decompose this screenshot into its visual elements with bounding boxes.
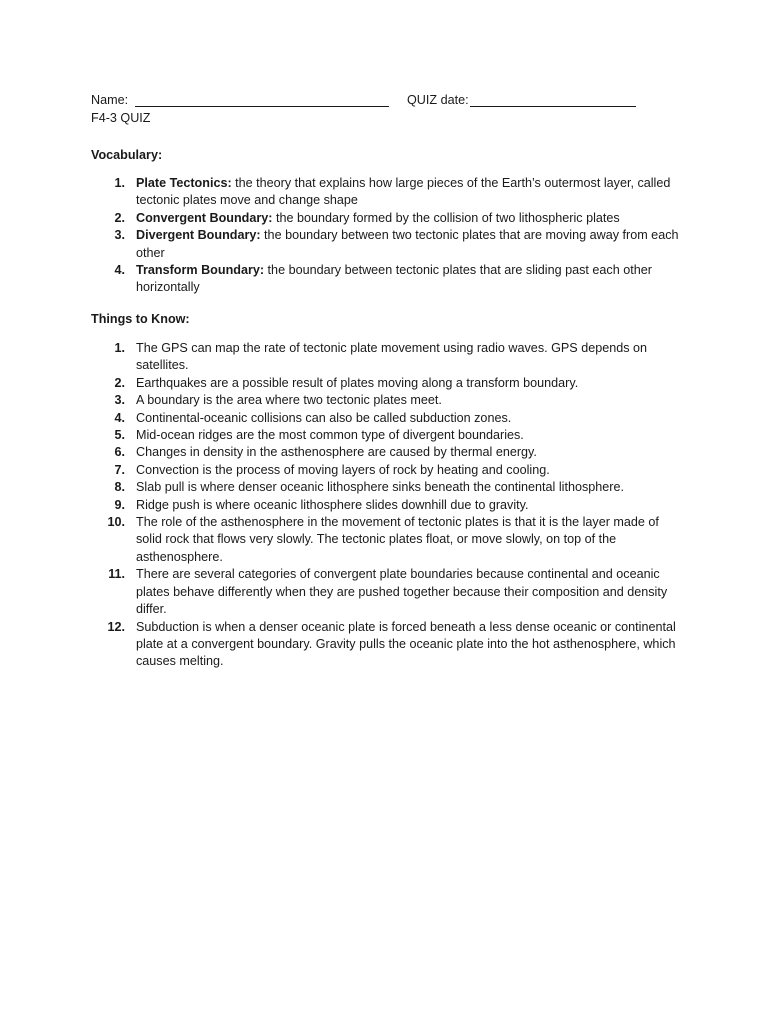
item-number: 3. xyxy=(114,228,125,243)
list-item xyxy=(91,619,687,671)
item-text: Continental-oceanic collisions can also be called subduction zones. xyxy=(136,410,512,425)
vocabulary-definition: the boundary between two tectonic plates that are moving away from each other xyxy=(136,228,679,260)
vocabulary-term: Transform Boundary: xyxy=(136,263,265,278)
item-number: 3. xyxy=(114,393,125,408)
item-text: A boundary is the area where two tectonic plates meet. xyxy=(136,393,442,408)
vocabulary-item xyxy=(91,175,687,210)
vocabulary-definition: the boundary formed by the collision of two lithospheric plates xyxy=(272,210,620,225)
item-number: 1. xyxy=(114,176,125,190)
item-text: Mid-ocean ridges are the most common type of divergent boundaries. xyxy=(136,428,524,443)
vocabulary-heading: Vocabulary: xyxy=(91,148,163,162)
quiz-date-label: QUIZ date: xyxy=(407,93,469,107)
item-number: 4. xyxy=(114,410,125,425)
item-number: 9. xyxy=(114,497,125,512)
item-number: 11. xyxy=(108,567,125,582)
vocabulary-item xyxy=(91,262,687,297)
vocabulary-term: Divergent Boundary: xyxy=(136,228,261,243)
item-text: Changes in density in the asthenosphere are caused by thermal energy. xyxy=(136,445,537,460)
item-text: The role of the asthenosphere in the movement of tectonic plates is that it is the layer made of solid rock that flows very slowly. The tectonic plates float, or move slowly, on top of the asthenosphere. xyxy=(136,515,659,564)
item-number: 4. xyxy=(114,263,125,278)
item-number: 5. xyxy=(114,428,125,443)
list-item xyxy=(91,427,687,444)
list-item xyxy=(91,462,687,479)
item-number: 6. xyxy=(114,445,125,460)
vocabulary-item xyxy=(91,210,687,227)
list-item xyxy=(91,410,687,427)
quiz-date-blank-line xyxy=(470,106,636,107)
things-to-know-heading: Things to Know: xyxy=(91,312,190,326)
vocabulary-list xyxy=(91,175,687,297)
vocabulary-definition: the boundary between tectonic plates that are sliding past each other horizontally xyxy=(136,263,652,295)
item-number: 10. xyxy=(107,515,125,530)
list-item xyxy=(91,479,687,496)
things-to-know-list xyxy=(91,340,687,671)
header-row xyxy=(91,92,691,110)
quiz-code: F4-3 QUIZ xyxy=(91,111,151,125)
list-item xyxy=(91,392,687,409)
list-item xyxy=(91,497,687,514)
item-number: 8. xyxy=(114,480,125,495)
list-item xyxy=(91,514,687,566)
name-label: Name: xyxy=(91,93,129,107)
list-item xyxy=(91,375,687,392)
name-blank-line xyxy=(135,106,389,107)
vocabulary-item xyxy=(91,227,687,262)
vocabulary-term: Convergent Boundary: xyxy=(136,210,273,225)
vocabulary-term: Plate Tectonics: xyxy=(136,176,232,190)
item-number: 1. xyxy=(114,341,125,355)
list-item xyxy=(91,444,687,461)
item-number: 12. xyxy=(107,619,125,634)
item-text: Slab pull is where denser oceanic lithosphere sinks beneath the continental lithosphere. xyxy=(136,480,624,495)
item-number: 7. xyxy=(114,462,125,477)
item-text: Convection is the process of moving layers of rock by heating and cooling. xyxy=(136,462,550,477)
item-number: 2. xyxy=(114,210,125,225)
item-text: Ridge push is where oceanic lithosphere slides downhill due to gravity. xyxy=(136,497,529,512)
item-text: Earthquakes are a possible result of plates moving along a transform boundary. xyxy=(136,375,579,390)
item-text: There are several categories of convergent plate boundaries because continental and oceanic plates behave differently when they are pushed together because their composition and density differ. xyxy=(136,567,668,617)
vocabulary-definition: the theory that explains how large pieces of the Earth’s outermost layer, called tectonic plates move and change shape xyxy=(136,176,671,208)
list-item xyxy=(91,566,687,618)
item-number: 2. xyxy=(114,375,125,390)
list-item xyxy=(91,340,687,375)
item-text: The GPS can map the rate of tectonic plate movement using radio waves. GPS depends on satellites. xyxy=(136,341,648,373)
item-text: Subduction is when a denser oceanic plate is forced beneath a less dense oceanic or continental plate at a convergent boundary. Gravity pulls the oceanic plate into the hot asthenosphere, which causes melting. xyxy=(136,619,676,669)
